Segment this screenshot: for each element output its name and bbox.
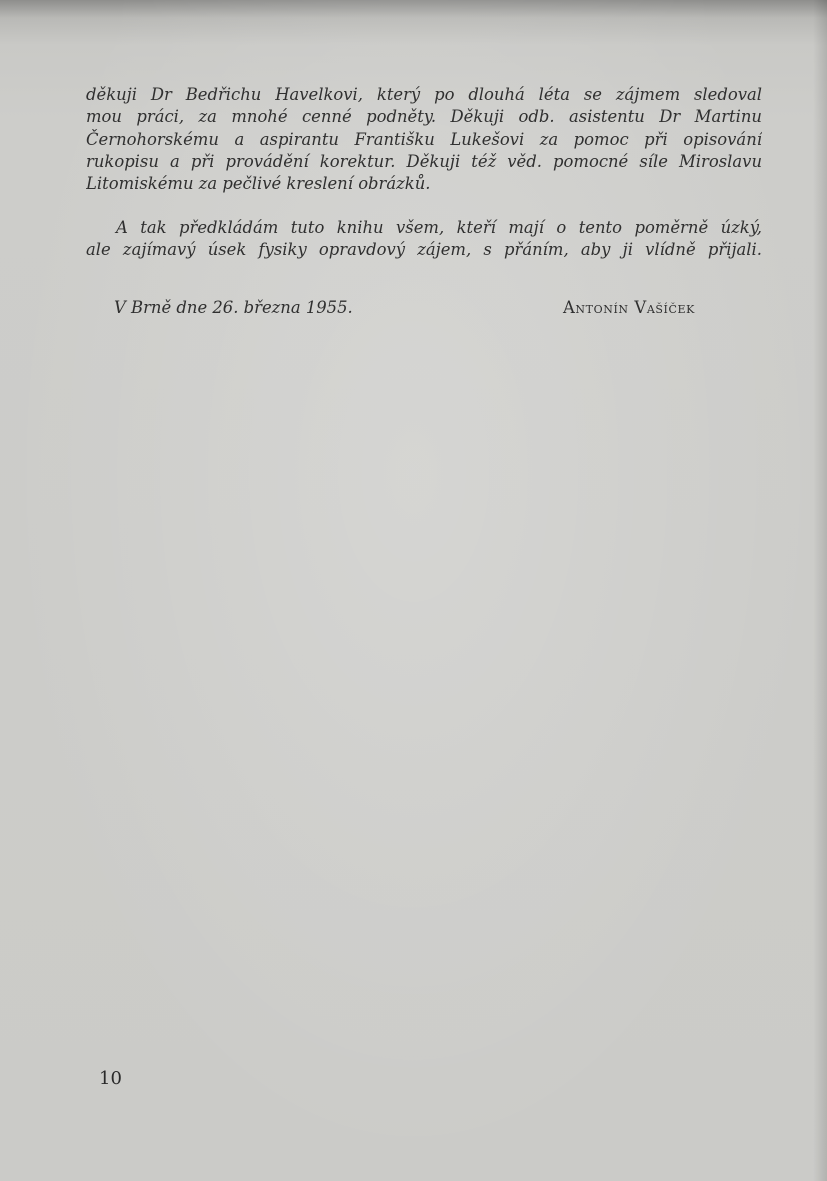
text-line: Litomiskému za pečlivé kreslení obrázků.	[86, 174, 431, 194]
text-line: ale zajímavý úsek fysiky opravdový zájem, s přáním, aby ji vlídně přijali.	[86, 240, 762, 260]
text-line: děkuji Dr Bedřichu Havelkovi, který po dlouhá léta se zájmem sledoval	[86, 85, 762, 104]
page-number: 10	[99, 1068, 122, 1089]
text-line: A tak předkládám tuto knihu všem, kteří mají o tento poměrně úzký,	[116, 218, 762, 237]
author-signature: Antonín Vašíček	[563, 298, 695, 317]
dedication-paragraph	[86, 217, 762, 262]
text-line: rukopisu a při provádění korektur. Děkuji též věd. pomocné síle Miroslavu	[86, 151, 762, 171]
place-date: V Brně dne 26. března 1955.	[114, 298, 353, 317]
page-edge-shadow	[813, 0, 827, 1181]
acknowledgements-paragraph	[86, 84, 762, 195]
text-line: mou práci, za mnohé cenné podněty. Děkuji odb. asistentu Dr Martinu	[86, 107, 762, 127]
text-line: Černohorskému a aspirantu Františku Lukešovi za pomoc při opisování	[86, 129, 762, 149]
